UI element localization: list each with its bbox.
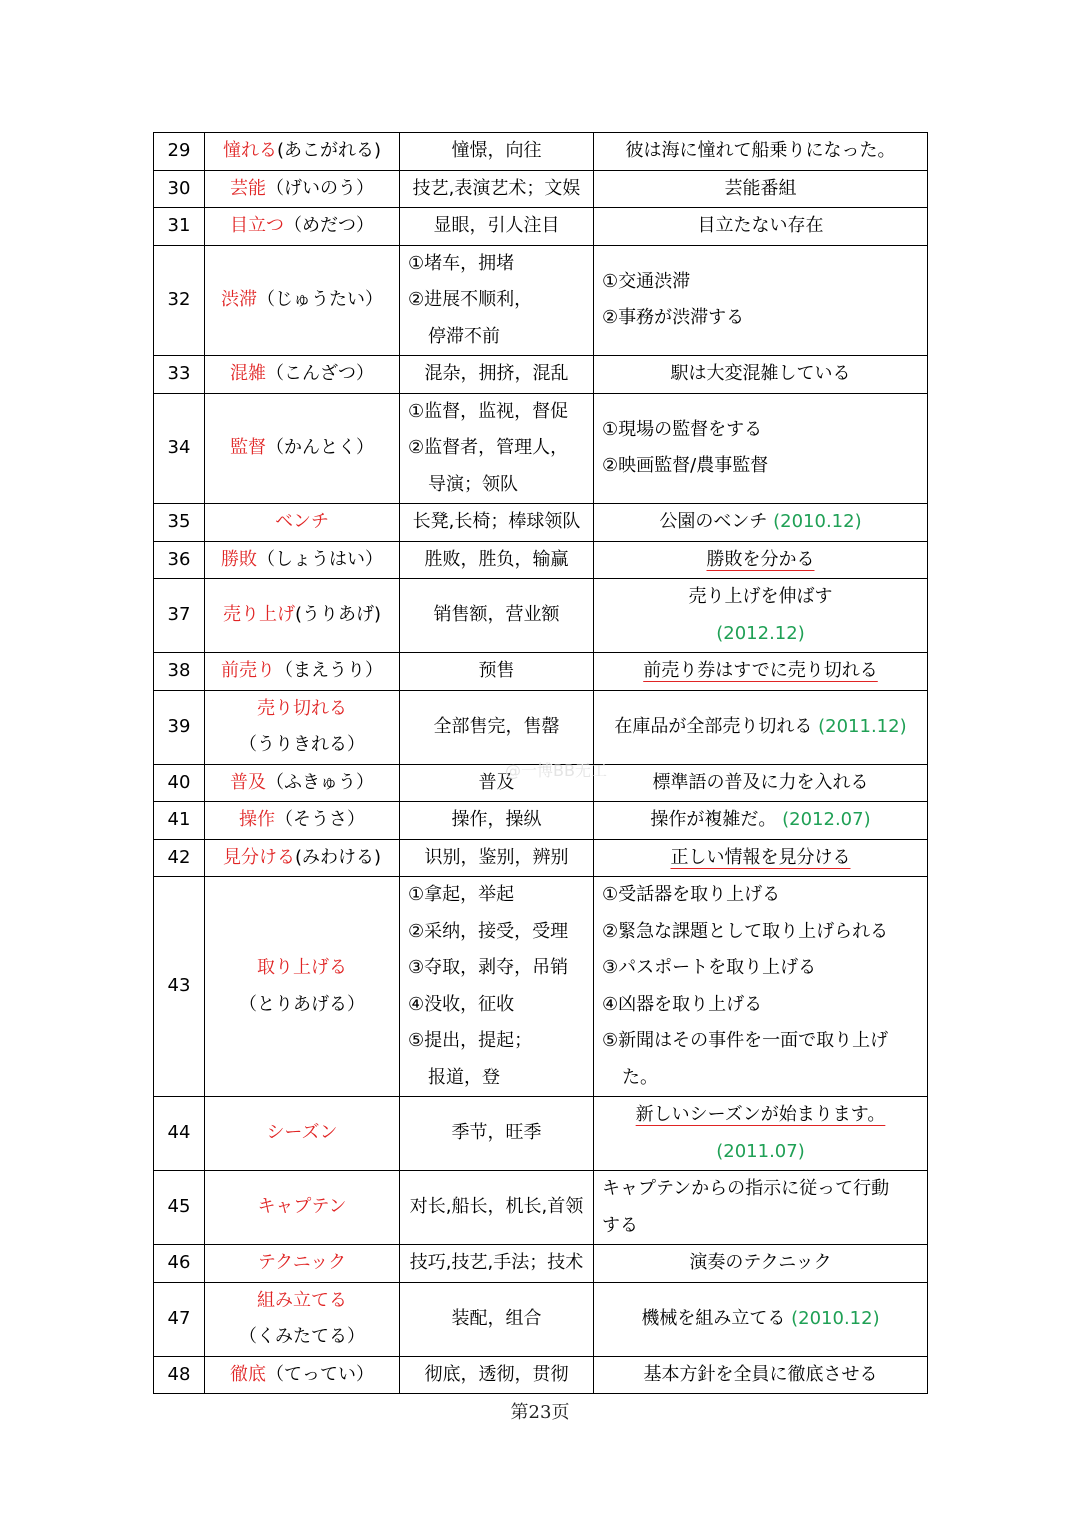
table-row xyxy=(154,541,928,579)
exam-year: (2012.12) xyxy=(716,622,805,644)
headword-cell xyxy=(205,133,400,171)
reading: (うりあげ) xyxy=(294,604,382,626)
meaning: 销售额，营业额 xyxy=(433,604,560,626)
meaning-line: ②采纳，接受，受理 xyxy=(408,920,569,942)
page-number: 第23页 xyxy=(510,1402,570,1423)
meaning-line: ①堵车，拥堵 xyxy=(408,252,515,274)
reading: (みわける) xyxy=(294,846,382,868)
headword-cell xyxy=(205,802,400,840)
example-line: ②映画監督/農事監督 xyxy=(602,455,769,477)
table-row xyxy=(154,579,928,653)
example-cell xyxy=(594,653,928,691)
example: 前売り券はすでに売り切れる xyxy=(643,660,878,681)
table-row xyxy=(154,393,928,504)
row-number: 46 xyxy=(154,1245,205,1283)
row-number: 41 xyxy=(154,802,205,840)
reading: （うりきれる） xyxy=(239,734,365,755)
example-line: ①現場の監督をする xyxy=(602,418,763,440)
meaning-line: ①监督，监视，督促 xyxy=(408,400,569,422)
meaning: 操作，操纵 xyxy=(451,809,542,830)
table-row xyxy=(154,504,928,542)
meaning-line: ⑤提出，提起； xyxy=(408,1030,533,1051)
row-number: 40 xyxy=(154,764,205,802)
headword: テクニック xyxy=(257,1252,347,1273)
reading: (あこがれる) xyxy=(276,140,382,161)
example: 目立たない存在 xyxy=(697,215,824,236)
headword: 前売り xyxy=(221,660,275,681)
meaning-cell xyxy=(400,839,594,877)
exam-year: (2011.12) xyxy=(818,715,907,737)
headword: 渋滞 xyxy=(221,289,257,310)
example-line: ①交通渋滞 xyxy=(602,270,691,292)
example: 演奏のテクニック xyxy=(689,1252,832,1273)
meaning-cell xyxy=(400,393,594,504)
example-line: 新しいシーズンが始まります。 xyxy=(635,1104,886,1125)
row-number: 35 xyxy=(154,504,205,542)
headword-cell xyxy=(205,1356,400,1394)
example-cell xyxy=(594,170,928,208)
table-row xyxy=(154,877,928,1097)
headword-cell xyxy=(205,245,400,356)
row-number: 29 xyxy=(154,133,205,171)
reading: （とりあげる） xyxy=(239,993,365,1015)
headword-cell xyxy=(205,653,400,691)
reading: （てってい） xyxy=(266,1363,374,1385)
headword: 組み立てる xyxy=(257,1289,347,1311)
meaning-cell xyxy=(400,541,594,579)
row-number: 36 xyxy=(154,541,205,579)
watermark: @一博BB无工 xyxy=(505,761,607,780)
meaning-cell xyxy=(400,690,594,764)
table-row xyxy=(154,1245,928,1283)
reading: （まえうり） xyxy=(275,660,383,681)
example-cell xyxy=(594,1097,928,1171)
row-number: 37 xyxy=(154,579,205,653)
example: 標準語の普及に力を入れる xyxy=(652,771,869,793)
example-cell xyxy=(594,393,928,504)
headword: 勝敗 xyxy=(221,548,257,570)
row-number: 39 xyxy=(154,690,205,764)
example: 正しい情報を見分ける xyxy=(670,846,851,868)
row-number: 47 xyxy=(154,1282,205,1356)
exam-year: (2010.12) xyxy=(773,511,862,532)
headword-cell xyxy=(205,208,400,246)
meaning-line: ②进展不顺利， xyxy=(408,289,533,310)
example-cell xyxy=(594,802,928,840)
row-number: 45 xyxy=(154,1171,205,1245)
meaning-cell xyxy=(400,245,594,356)
meaning: 普及 xyxy=(478,771,515,793)
exam-year: (2010.12) xyxy=(791,1307,880,1329)
meaning: 预售 xyxy=(478,660,515,681)
table-row xyxy=(154,170,928,208)
row-number: 32 xyxy=(154,245,205,356)
headword: ベンチ xyxy=(275,511,329,532)
example-line: キャプテンからの指示に従って行動 xyxy=(602,1178,890,1199)
meaning: 胜败，胜负，输赢 xyxy=(424,548,569,570)
exam-year: (2012.07) xyxy=(782,809,871,830)
headword: キャプテン xyxy=(257,1196,347,1218)
example-cell xyxy=(594,541,928,579)
table-row xyxy=(154,1282,928,1356)
meaning: 显眼，引人注目 xyxy=(433,215,560,236)
example-cell xyxy=(594,1171,928,1245)
example: 機械を組み立てる xyxy=(641,1307,786,1329)
meaning-cell xyxy=(400,170,594,208)
table-row xyxy=(154,356,928,394)
example-line: ①受話器を取り上げる xyxy=(602,884,781,905)
headword-cell xyxy=(205,839,400,877)
meaning-line: ②监督者，管理人， xyxy=(408,437,569,458)
reading: （じゅうたい） xyxy=(257,289,383,310)
example-line: ②事務が渋滞する xyxy=(602,307,745,329)
example-line: する xyxy=(602,1214,638,1236)
row-number: 30 xyxy=(154,170,205,208)
meaning: 识别，鉴别，辨别 xyxy=(424,846,569,868)
example: 基本方針を全員に徹底させる xyxy=(643,1363,878,1385)
example: 芸能番組 xyxy=(724,177,797,199)
row-number: 48 xyxy=(154,1356,205,1394)
table-row xyxy=(154,208,928,246)
example-cell xyxy=(594,690,928,764)
row-number: 33 xyxy=(154,356,205,394)
headword-cell xyxy=(205,393,400,504)
meaning-line: ①拿起，举起 xyxy=(408,884,515,905)
headword: 監督 xyxy=(230,437,266,458)
headword: 徹底 xyxy=(230,1363,266,1385)
example-cell xyxy=(594,1356,928,1394)
meaning-cell xyxy=(400,133,594,171)
headword-cell xyxy=(205,356,400,394)
meaning-cell xyxy=(400,356,594,394)
example-line: 売り上げを伸ばす xyxy=(688,586,833,607)
table-row xyxy=(154,690,928,764)
example: 在庫品が全部売り切れる xyxy=(614,715,813,737)
row-number: 31 xyxy=(154,208,205,246)
example-cell xyxy=(594,1245,928,1283)
headword-cell xyxy=(205,1097,400,1171)
row-number: 44 xyxy=(154,1097,205,1171)
reading: （そうさ） xyxy=(275,809,365,830)
meaning-cell xyxy=(400,653,594,691)
headword-cell xyxy=(205,764,400,802)
meaning-line: 停滞不前 xyxy=(428,325,500,347)
example-cell xyxy=(594,208,928,246)
headword-cell xyxy=(205,1171,400,1245)
headword: 売り上げ xyxy=(222,604,295,626)
reading: （げいのう） xyxy=(266,177,374,199)
example-cell xyxy=(594,877,928,1097)
meaning: 混杂，拥挤，混乱 xyxy=(424,363,569,384)
meaning: 技巧,技艺,手法；技术 xyxy=(409,1252,584,1273)
example-cell xyxy=(594,579,928,653)
table-row xyxy=(154,1097,928,1171)
example: 公園のベンチ xyxy=(659,511,768,532)
meaning-line: ③夺取，剥夺，吊销 xyxy=(408,957,569,978)
reading: （くみたてる） xyxy=(239,1326,365,1347)
headword: 目立つ xyxy=(230,215,284,236)
row-number: 38 xyxy=(154,653,205,691)
headword: シーズン xyxy=(266,1122,338,1144)
reading: （ふきゅう） xyxy=(266,771,374,793)
reading: （しょうはい） xyxy=(257,548,383,570)
example: 操作が複雑だ。 xyxy=(650,809,777,830)
meaning-cell xyxy=(400,1097,594,1171)
headword-cell xyxy=(205,877,400,1097)
headword: 売り切れる xyxy=(257,697,347,719)
headword-cell xyxy=(205,579,400,653)
reading: （めだつ） xyxy=(284,215,374,236)
table-row xyxy=(154,802,928,840)
example-line: ③パスポートを取り上げる xyxy=(602,957,817,978)
row-number: 34 xyxy=(154,393,205,504)
example-cell xyxy=(594,764,928,802)
meaning: 装配，组合 xyxy=(451,1307,542,1329)
meaning: 彻底，透彻，贯彻 xyxy=(424,1363,569,1385)
example-cell xyxy=(594,839,928,877)
example-line: ④凶器を取り上げる xyxy=(602,993,763,1015)
headword: 芸能 xyxy=(230,177,266,199)
example-line: ⑤新聞はその事件を一面で取り上げ xyxy=(602,1030,889,1051)
example: 彼は海に憧れて船乗りになった。 xyxy=(625,140,896,161)
meaning: 技艺,表演艺术；文娱 xyxy=(412,177,581,199)
example-line: た。 xyxy=(622,1066,658,1088)
headword-cell xyxy=(205,1245,400,1283)
headword-cell xyxy=(205,1282,400,1356)
meaning-cell xyxy=(400,579,594,653)
example-line: ②緊急な課題として取り上げられる xyxy=(602,920,889,942)
meaning-line: 导演；领队 xyxy=(428,473,518,495)
meaning: 对长,船长，机长,首领 xyxy=(409,1196,584,1218)
headword-cell xyxy=(205,170,400,208)
headword-cell xyxy=(205,541,400,579)
example-cell xyxy=(594,133,928,171)
headword: 見分ける xyxy=(222,846,295,868)
meaning: 长凳,长椅；棒球领队 xyxy=(412,511,581,532)
meaning-cell xyxy=(400,1356,594,1394)
example-cell xyxy=(594,245,928,356)
meaning: 季节，旺季 xyxy=(451,1122,542,1144)
reading: （かんとく） xyxy=(266,437,374,458)
meaning-cell xyxy=(400,1171,594,1245)
headword: 憧れる xyxy=(222,140,277,161)
reading: （こんざつ） xyxy=(266,363,374,384)
exam-year: (2011.07) xyxy=(716,1140,805,1162)
example: 勝敗を分かる xyxy=(706,548,815,570)
example: 駅は大変混雑している xyxy=(670,363,851,384)
example-cell xyxy=(594,504,928,542)
meaning-cell xyxy=(400,208,594,246)
table-row xyxy=(154,245,928,356)
example-cell xyxy=(594,356,928,394)
table-row xyxy=(154,1356,928,1394)
table-row xyxy=(154,653,928,691)
meaning: 全部售完，售罄 xyxy=(433,715,560,737)
meaning-cell xyxy=(400,1282,594,1356)
row-number: 42 xyxy=(154,839,205,877)
headword-cell xyxy=(205,690,400,764)
headword: 操作 xyxy=(239,809,275,830)
meaning: 憧憬，向往 xyxy=(451,140,542,161)
example-cell xyxy=(594,1282,928,1356)
meaning-line: ④没收，征收 xyxy=(408,993,515,1015)
headword: 混雑 xyxy=(230,363,266,384)
meaning-line: 报道，登 xyxy=(428,1066,500,1088)
table-row xyxy=(154,1171,928,1245)
meaning-cell xyxy=(400,1245,594,1283)
row-number: 43 xyxy=(154,877,205,1097)
meaning-cell xyxy=(400,802,594,840)
headword: 普及 xyxy=(230,771,266,793)
headword: 取り上げる xyxy=(257,957,347,978)
table-row xyxy=(154,839,928,877)
headword-cell xyxy=(205,504,400,542)
meaning-cell xyxy=(400,877,594,1097)
meaning-cell xyxy=(400,504,594,542)
table-row xyxy=(154,133,928,171)
